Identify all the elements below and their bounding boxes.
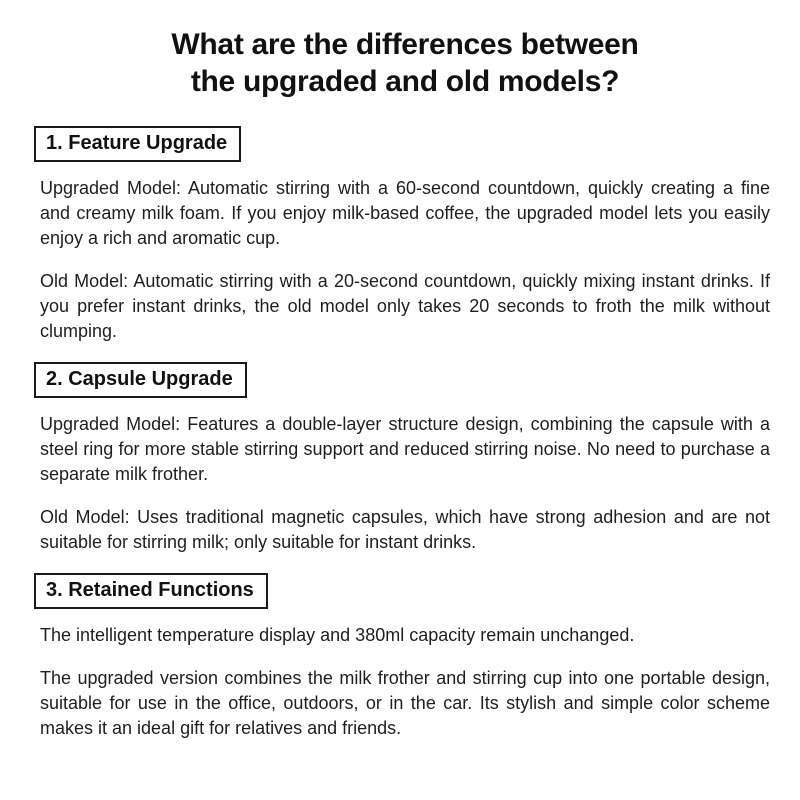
- section-retained-functions: [40, 573, 770, 741]
- paragraph-retained-portable-design: The upgraded version combines the milk frother and stirring cup into one portable design, suitable for use in the office, outdoors, or in the car. Its stylish and simple color scheme makes it an ideal gift for relatives and friends.: [40, 668, 770, 738]
- section-heading-label: 3. Retained Functions: [46, 579, 254, 601]
- section-heading-capsule-upgrade: [34, 362, 247, 398]
- section-heading-label: 1. Feature Upgrade: [46, 132, 228, 154]
- section-feature-upgrade: [40, 126, 770, 344]
- paragraph-capsule-old-model: Old Model: Uses traditional magnetic capsules, which have strong adhesion and are not suitable for stirring milk; only suitable for instant drinks.: [40, 507, 770, 552]
- section-heading-label: 2. Capsule Upgrade: [46, 368, 233, 390]
- paragraph-retained-capacity: The intelligent temperature display and 380ml capacity remain unchanged.: [40, 625, 635, 645]
- page-title-line-1: What are the differences between: [171, 28, 639, 61]
- paragraph-feature-old-model: Old Model: Automatic stirring with a 20-second countdown, quickly mixing instant drinks. If you prefer instant drinks, the old model only takes 20 seconds to froth the milk without clumping.: [40, 271, 770, 341]
- paragraph-capsule-upgraded-model: Upgraded Model: Features a double-layer structure design, combining the capsule with a steel ring for more stable stirring support and reduced stirring noise. No need to purchase a separate milk frother.: [40, 414, 770, 484]
- section-heading-retained-functions: [34, 573, 268, 609]
- section-heading-feature-upgrade: [34, 126, 241, 162]
- page-title: [40, 26, 770, 100]
- page-title-line-2: the upgraded and old models?: [190, 65, 620, 98]
- section-capsule-upgrade: [40, 362, 770, 555]
- paragraph-feature-upgraded-model: Upgraded Model: Automatic stirring with a 60-second countdown, quickly creating a fine and creamy milk foam. If you enjoy milk-based coffee, the upgraded model lets you easily enjoy a rich and aromatic cup.: [40, 178, 770, 248]
